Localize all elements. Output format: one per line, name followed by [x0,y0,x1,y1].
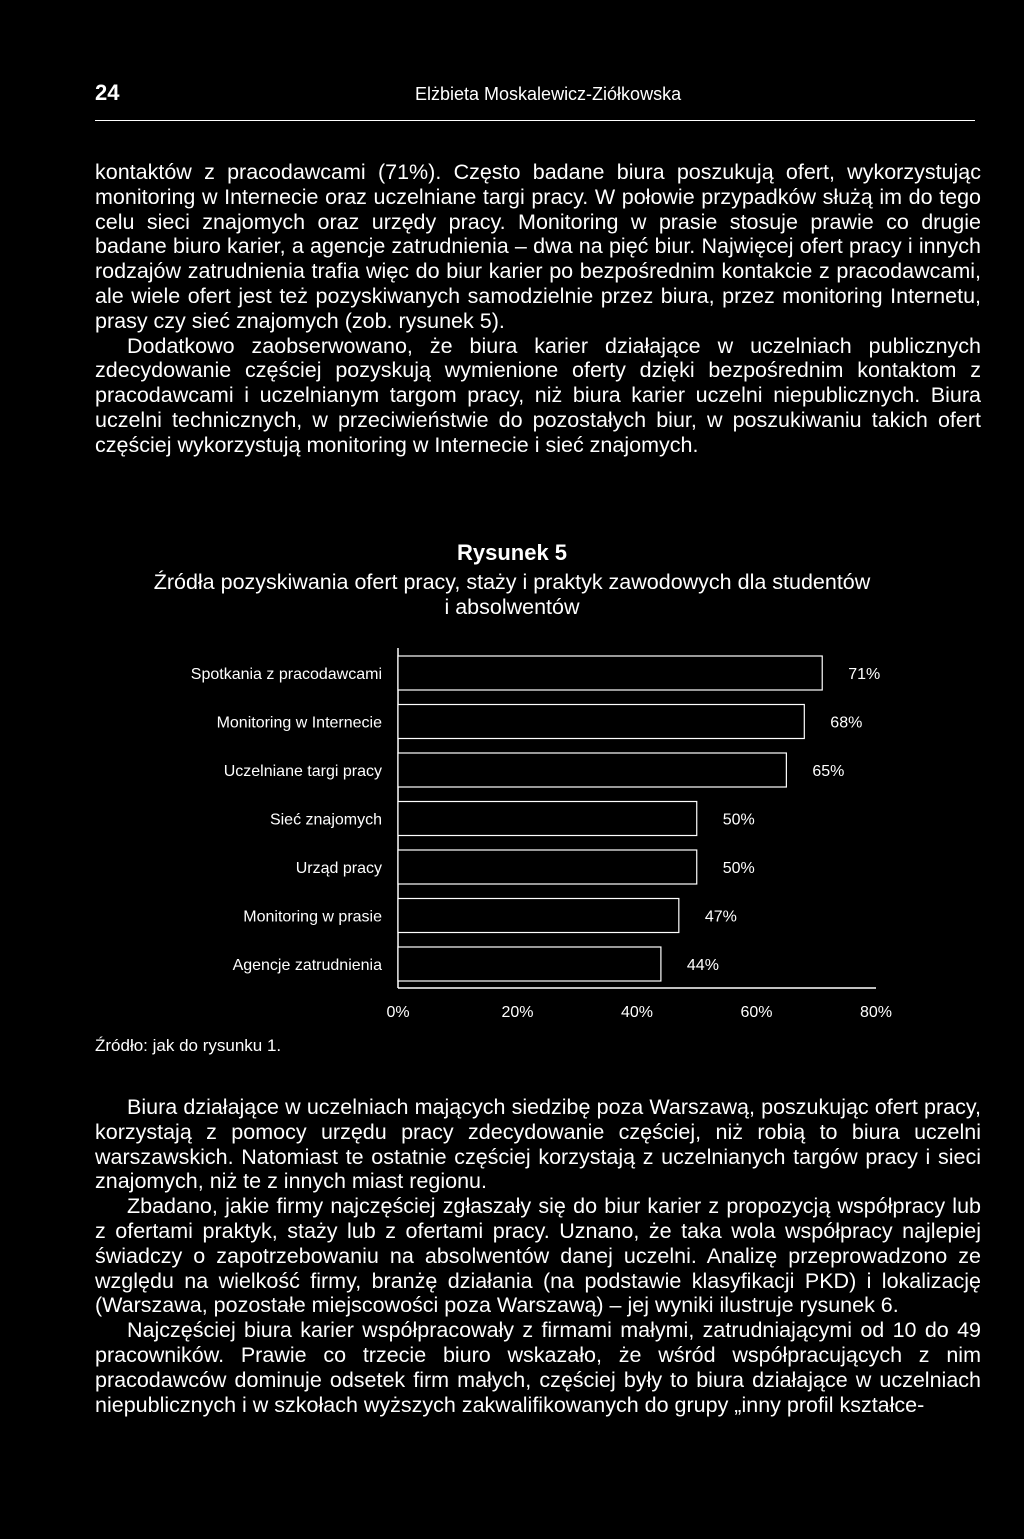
x-tick-label: 80% [859,1004,893,1021]
paragraph: Najczęściej biura karier współpracowały z firmami małymi, zatrudniającymi od 10 do 49 pracowników. Prawie co trzecie biuro wskazało, że wśród współpracujących z nim pracodawców dominuje odsetek firm małych, częściej były to biura działające w uczelniach niepublicznych i w szkołach wyższych zakwalifikowanych do grupy „inny profil kształce- [95,1318,981,1417]
bar [398,947,661,981]
x-tick-label: 40% [620,1004,654,1021]
page-header [95,80,975,121]
category-label: Monitoring w prasie [243,908,382,926]
paragraph: Dodatkowo zaobserwowano, że biura karier działające w uczelniach publicznych zdecydowanie częściej pozyskują wymienione oferty dzięki bezpośrednim kontaktom z pracodawcami i uczelnianym targom pracy, niż biura karier uczelni niepublicznych. Biura uczelni technicznych, w przeciwieństwie do pozostałych biur, w poszukiwaniu takich ofert częściej wykorzystują monitoring w Internecie i sieć znajomych. [95,333,981,457]
paragraph: Biura działające w uczelniach mających siedzibę poza Warszawą, poszukując ofert pracy, korzystają z pomocy urzędu pracy zdecydowanie częściej, niż robią to biura uczelni warszawskich. Natomiast te ostatnie częściej korzystają z uczelnianych targów pracy i sieci znajomych, niż te z innych miast regionu. [95,1095,981,1194]
bar [398,899,679,933]
x-tick-label: 0% [386,1004,410,1021]
category-label: Sieć znajomych [269,811,382,829]
category-label: Spotkania z pracodawcami [190,666,382,683]
bar [398,753,786,787]
bar [398,705,804,739]
category-label: Monitoring w Internecie [216,714,382,732]
body-text-bottom [95,1095,981,1417]
data-label: 50% [722,811,755,829]
running-head-author: Elżbieta Moskalewicz-Ziółkowska [415,84,682,104]
data-label: 47% [704,908,737,926]
bar [398,850,697,884]
page-number: 24 [95,80,120,105]
figure-source: Źródło: jak do rysunku 1. [95,1036,282,1055]
bar [398,802,697,836]
x-tick-label: 60% [740,1004,773,1021]
category-label: Agencje zatrudnienia [232,957,382,974]
category-label: Uczelniane targi pracy [223,763,382,780]
data-label: 65% [812,763,845,780]
figure-label: Rysunek 5 [456,540,568,565]
category-label: Urząd pracy [295,860,382,877]
paragraph: Zbadano, jakie firmy najczęściej zgłaszały się do biur karier z propozycją współpracy lub z ofertami praktyk, staży lub z ofertami pracy. Uznano, że taka wola współpracy najlepiej świadczy o zapotrzebowaniu na absolwentów danej uczelni. Analizę przeprowadzono ze względu na wielkość firmy, branżę działania (na podstawie klasyfikacji PKD) i lokalizację (Warszawa, pozostałe miejscowości poza Warszawą) – jej wyniki ilustruje rysunek 6. [95,1194,981,1318]
data-label: 44% [686,957,719,974]
body-text-top [95,160,981,458]
figure-title: Źródła pozyskiwania ofert pracy, staży i praktyk zawodowych dla studentów i absolwentów [153,570,871,619]
data-label: 71% [848,666,881,683]
bar-chart [0,640,1024,1040]
paragraph: kontaktów z pracodawcami (71%). Często badane biura poszukują ofert, wykorzystując monitoring w Internecie oraz uczelniane targi pracy. W połowie przypadków służą im do tego celu sieci znajomych oraz urzędy pracy. Monitoring w prasie stosuje prawie co drugie badane biuro karier, a agencje zatrudnienia – dwa na pięć biur. Najwięcej ofert pracy i innych rodzajów zatrudnienia trafia więc do biur karier po bezpośrednim kontakcie z pracodawcami, ale wiele ofert jest też pozyskiwanych samodzielnie przez biura, przez monitoring Internetu, prasy czy sieć znajomych (zob. rysunek 5). [95,160,981,333]
data-label: 68% [830,714,863,732]
data-label: 50% [722,860,755,877]
bar [398,656,822,690]
x-tick-label: 20% [501,1004,534,1021]
